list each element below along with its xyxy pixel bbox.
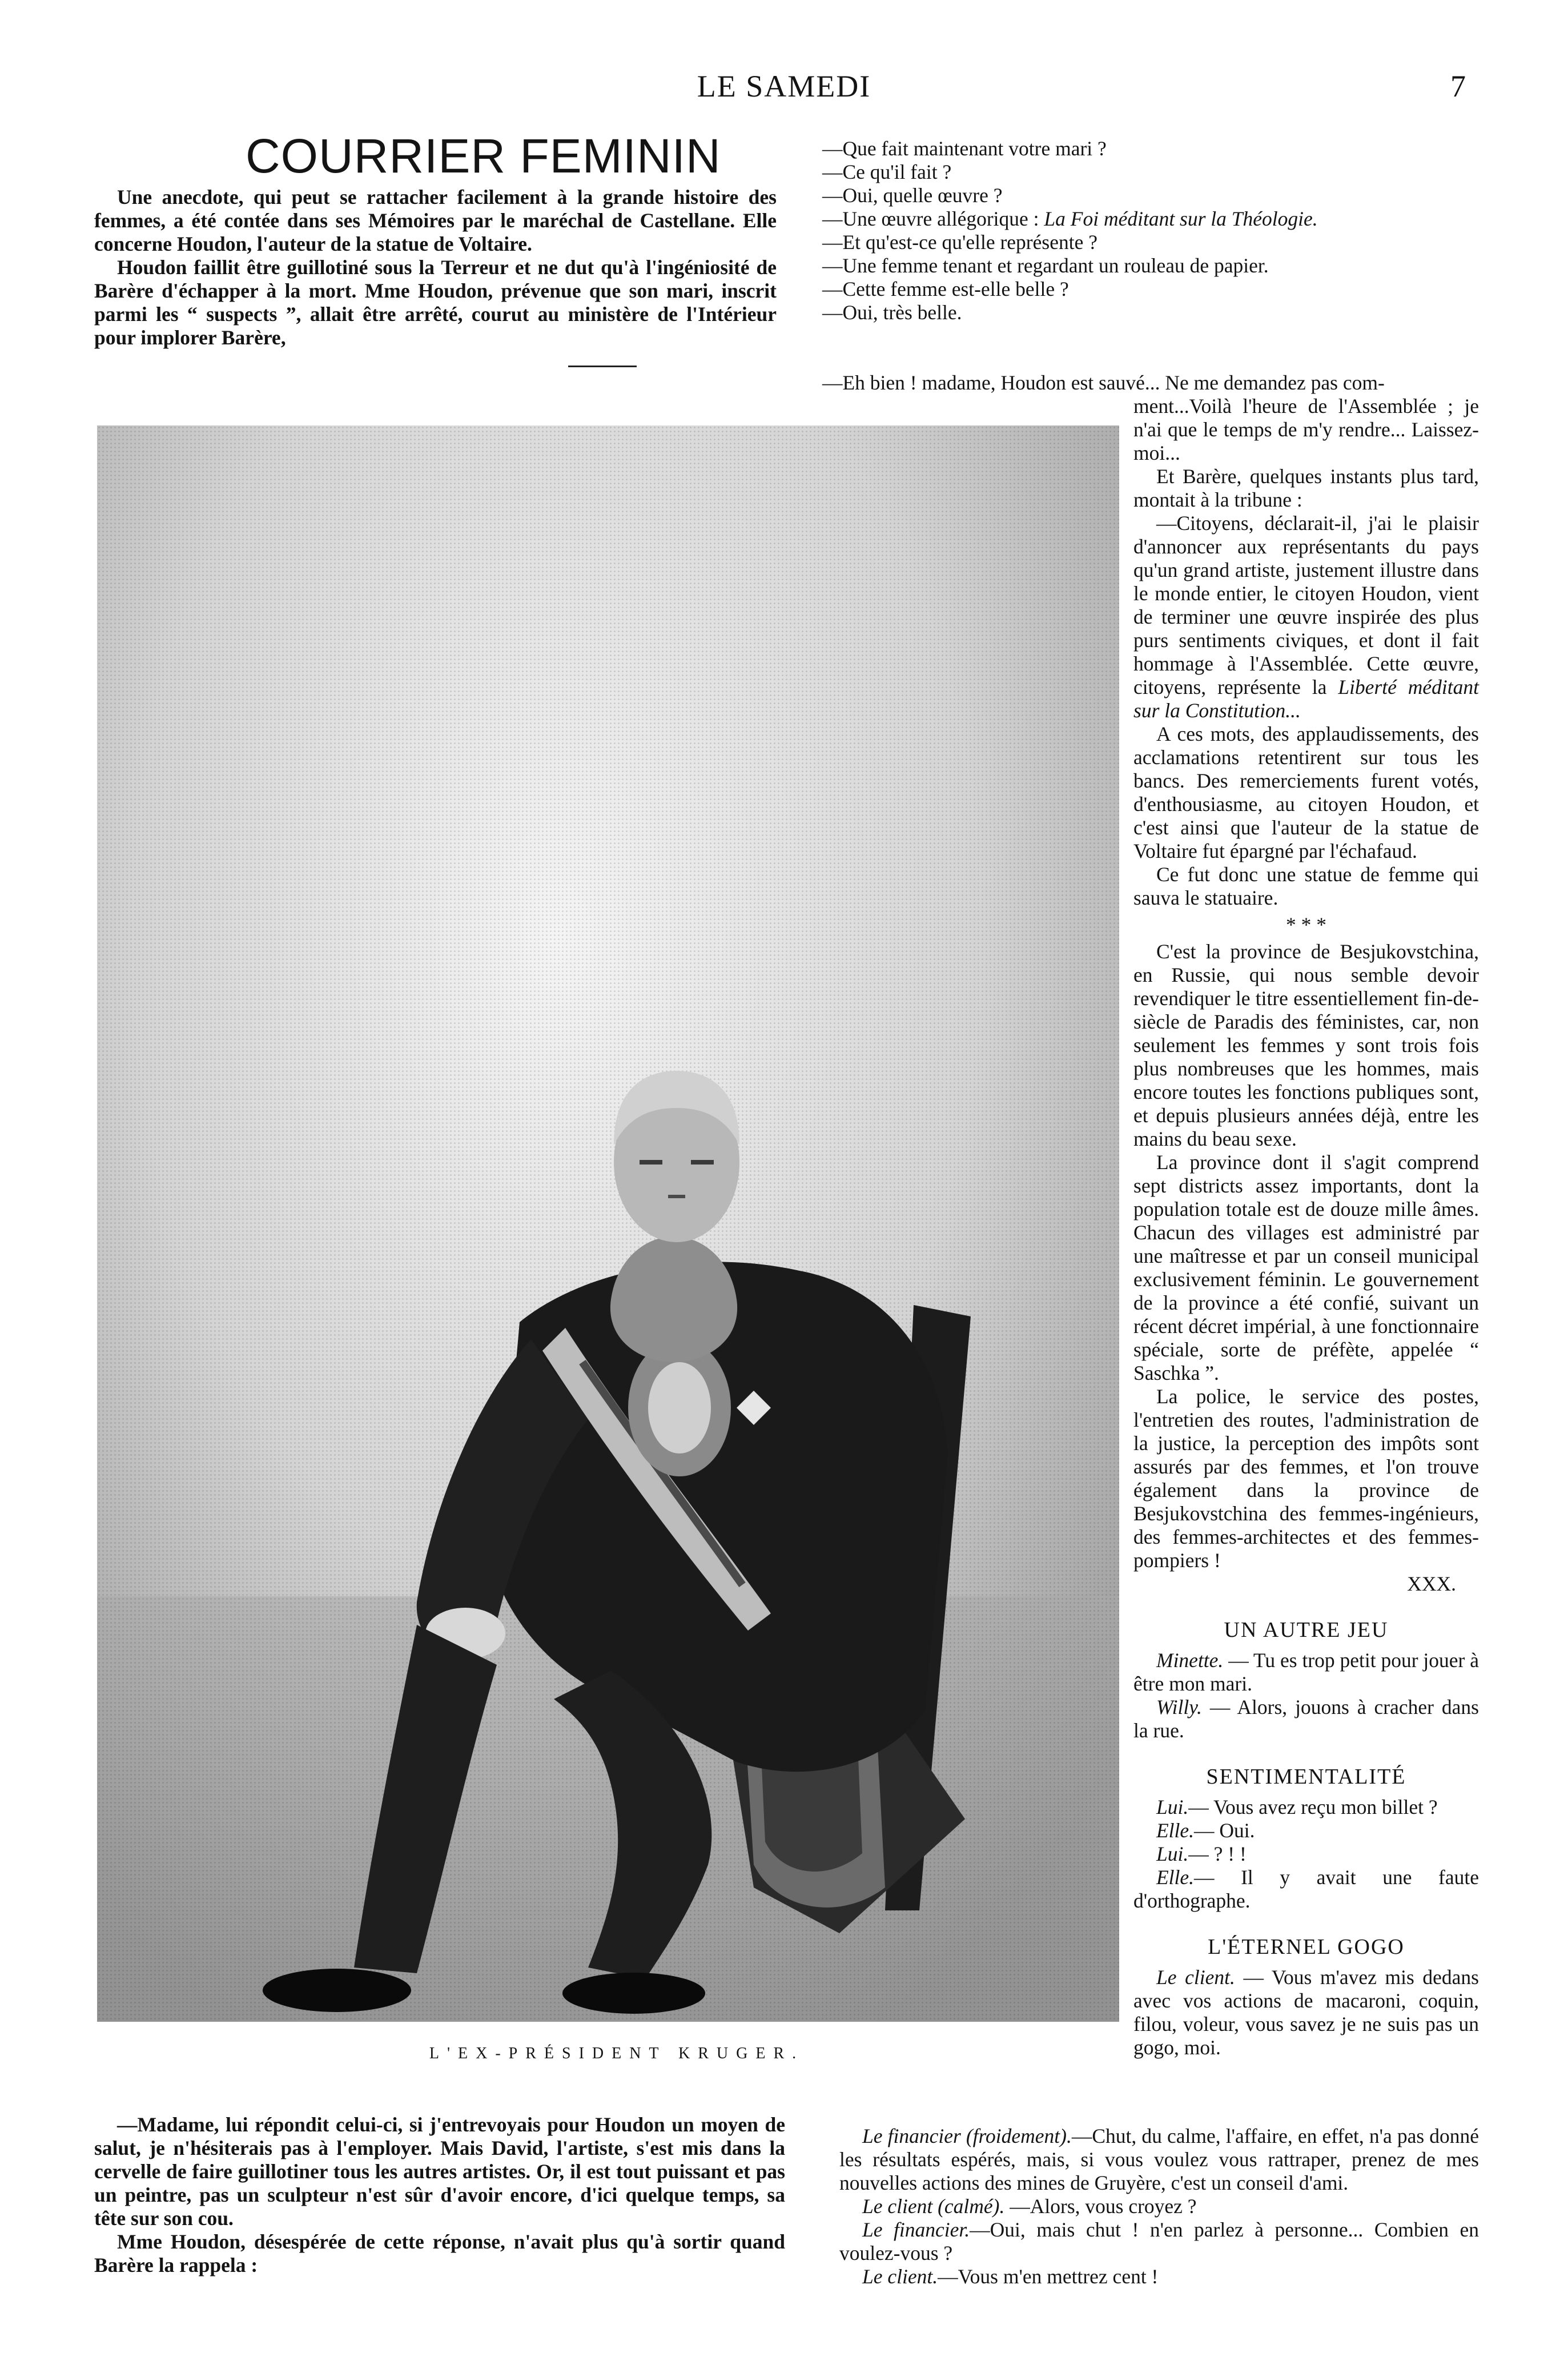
line-text: —Chut, du calme, l'affaire, en effet, n'a pas donné les résultats espérés, mais, si vous voulez vous rattraper, prenez de mes nouvelles actions des mines de Gruyère, c'est un conseil d'ami. [839, 2125, 1479, 2194]
page-number: 7 [1450, 69, 1467, 103]
gogo-line [1133, 1966, 1479, 2059]
sentimentalite-line [1133, 1819, 1479, 1842]
asterism-separator: * * * [1286, 913, 1326, 936]
right-column [1133, 395, 1479, 2059]
speaker: Minette. [1156, 1649, 1224, 1672]
gogo-line [839, 2265, 1479, 2288]
dialogue-line: —Oui, quelle œuvre ? [822, 184, 1003, 207]
divider [568, 366, 637, 367]
line-text: — Alors, jouons à cracher dans la rue. [1133, 1696, 1479, 1742]
line-text: — Il y avait une faute d'orthographe. [1133, 1866, 1479, 1912]
jeu-line [1133, 1696, 1479, 1742]
dialogue-block [822, 137, 1479, 324]
line-text: — Oui. [1194, 1819, 1255, 1842]
paragraph-mme-houdon: Mme Houdon, désespérée de cette réponse, n'avait plus qu'à sortir quand Barère la rappela : [94, 2230, 785, 2276]
gogo-line [839, 2125, 1479, 2195]
line-text: — Tu es trop petit pour jouer à être mon mari. [1133, 1649, 1479, 1695]
section-title-jeu: UN AUTRE JEU [1224, 1618, 1389, 1642]
speaker: Le client. [1156, 1966, 1235, 1989]
dialogue-line: —Que fait maintenant votre mari ? [822, 137, 1107, 160]
intro-paragraph: Une anecdote, qui peut se rattacher facilement à la grande histoire des femmes, a été contée dans ses Mémoires par le maréchal de Castellane. Elle concerne Houdon, l'auteur de la statue de Voltaire. [94, 186, 777, 255]
line-text: —Alors, vous croyez ? [1004, 2195, 1197, 2218]
speaker: Willy. [1156, 1696, 1202, 1718]
dialogue-salvation-head: —Eh bien ! madame, Houdon est sauvé... Ne me demandez pas com- [822, 371, 1385, 394]
intro-text [94, 186, 777, 350]
intro-paragraph: Houdon faillit être guillotiné sous la Terreur et ne dut qu'à l'ingéniosité de Barère d'échapper à la mort. Mme Houdon, prévenue que son mari, inscrit parmi les “ suspects ”, allait être arrêté, courut au ministère de l'Intérieur pour implorer Barère, [94, 256, 777, 349]
newspaper-title: LE SAMEDI [697, 69, 871, 103]
left-bottom-text [94, 2113, 785, 2277]
speaker: Lui. [1156, 1842, 1189, 1865]
dialogue-line: —Une œuvre allégorique : La Foi méditant sur la Théologie. [822, 207, 1318, 230]
paragraph-applause: A ces mots, des applaudissements, des acclamations retentirent sur tous les bancs. Des remerciements furent votés, d'enthousiasme, au citoyen Houdon, et c'est ainsi que l'auteur de la statue de Voltaire fut épargné par l'échafaud. [1133, 722, 1479, 862]
gogo-continuation [839, 2125, 1479, 2288]
dialogue-line: —Une femme tenant et regardant un rouleau de papier. [822, 254, 1269, 277]
line-text: —Oui, mais chut ! n'en parlez à personne... Combien en voulez-vous ? [839, 2218, 1479, 2264]
dialogue-line: —Ce qu'il fait ? [822, 160, 952, 183]
paragraph-paradise: C'est la province de Besjukovstchina, en Russie, qui nous semble devoir revendiquer le titre essentiellement fin-de-siècle de Paradis des féministes, car, non seulement les femmes y sont trois fois plus nombreuses que les hommes, mais encore toutes les fonctions publiques sont, et depuis plusieurs années déjà, entre les mains du beau sexe. [1133, 940, 1479, 1150]
dialogue-line: —Cette femme est-elle belle ? [822, 278, 1069, 300]
dialogue-line: —Oui, très belle. [822, 301, 962, 324]
section-title-sentimentalite: SENTIMENTALITÉ [1206, 1765, 1406, 1789]
sentimentalite-line [1133, 1866, 1479, 1913]
line-text: — Vous m'avez mis dedans avec vos actions de macaroni, coquin, filou, voleur, vous savez je ne suis pas un gogo, moi. [1133, 1966, 1479, 2059]
speaker: Le client. [862, 2265, 938, 2288]
paragraph-barere-intro: Et Barère, quelques instants plus tard, montait à la tribune : [1133, 465, 1479, 511]
dialogue-line: —Et qu'est-ce qu'elle représente ? [822, 231, 1097, 254]
paragraph-barere-speech: —Citoyens, déclarait-il, j'ai le plaisir d'annoncer aux représentants du pays qu'un grand artiste, justement illustre dans le monde entier, le citoyen Houdon, vient de terminer une œuvre inspirée des plus purs sentiments civiques, et dont il fait hommage à l'Assemblée. Cette œuvre, citoyens, représente la Liberté méditant sur la Constitution... [1133, 512, 1479, 722]
photo-caption: L'EX-PRÉSIDENT KRUGER. [429, 2045, 805, 2062]
paragraph-david: —Madame, lui répondit celui-ci, si j'entrevoyais pour Houdon un moyen de salut, je n'hésiterais pas à l'employer. Mais David, l'artiste, s'est mis dans la cervelle de faire guillotiner tous les autres artistes. Or, il est tout puissant et pas un peintre, pas un sculpteur n'est sûr d'avoir encore, d'ici quelque temps, sa tête sur son cou. [94, 2113, 785, 2230]
section-title-gogo: L'ÉTERNEL GOGO [1208, 1935, 1405, 1959]
signature: XXX. [1407, 1572, 1456, 1595]
line-text: — ? ! ! [1188, 1842, 1247, 1865]
gogo-line [839, 2195, 1479, 2218]
speaker: Le client (calmé). [862, 2195, 1005, 2218]
speaker: Lui. [1156, 1796, 1189, 1818]
sentimentalite-line [1133, 1842, 1479, 1866]
dialogue-salvation-tail: ment...Voilà l'heure de l'Assemblée ; je n'ai que le temps de m'y rendre... Laissez-moi... [1133, 395, 1479, 464]
speaker: Elle. [1156, 1866, 1195, 1889]
paragraph-police: La police, le service des postes, l'entretien des routes, l'administration de la justice, la perception des impôts sont assurés par des femmes, et l'on trouve également dans la province de Besjukovstchina des femmes-ingénieurs, des femmes-architectes et des femmes-pompiers ! [1133, 1385, 1479, 1572]
speaker: Le financier (froidement). [862, 2125, 1072, 2147]
section-headline: COURRIER FEMININ [246, 129, 721, 183]
line-text: —Vous m'en mettrez cent ! [938, 2265, 1159, 2288]
paragraph-districts: La province dont il s'agit comprend sept districts assez importants, dont la population totale est de douze mille âmes. Chacun des villages est administré par une maîtresse et par un conseil municipal exclusivement féminin. Le gouvernement de la province a été confié, suivant un récent décret impérial, à une fonctionnaire spéciale, sorte de préfète, appelée “ Saschka ”. [1133, 1151, 1479, 1384]
sentimentalite-line [1133, 1796, 1479, 1819]
gogo-line [839, 2218, 1479, 2265]
jeu-line [1133, 1649, 1479, 1696]
line-text: — Vous avez reçu mon billet ? [1188, 1796, 1438, 1818]
paragraph-conclusion: Ce fut donc une statue de femme qui sauva le statuaire. [1133, 863, 1479, 909]
speaker: Elle. [1156, 1819, 1195, 1842]
portrait-photo [97, 425, 1119, 2022]
speaker: Le financier. [862, 2218, 970, 2241]
